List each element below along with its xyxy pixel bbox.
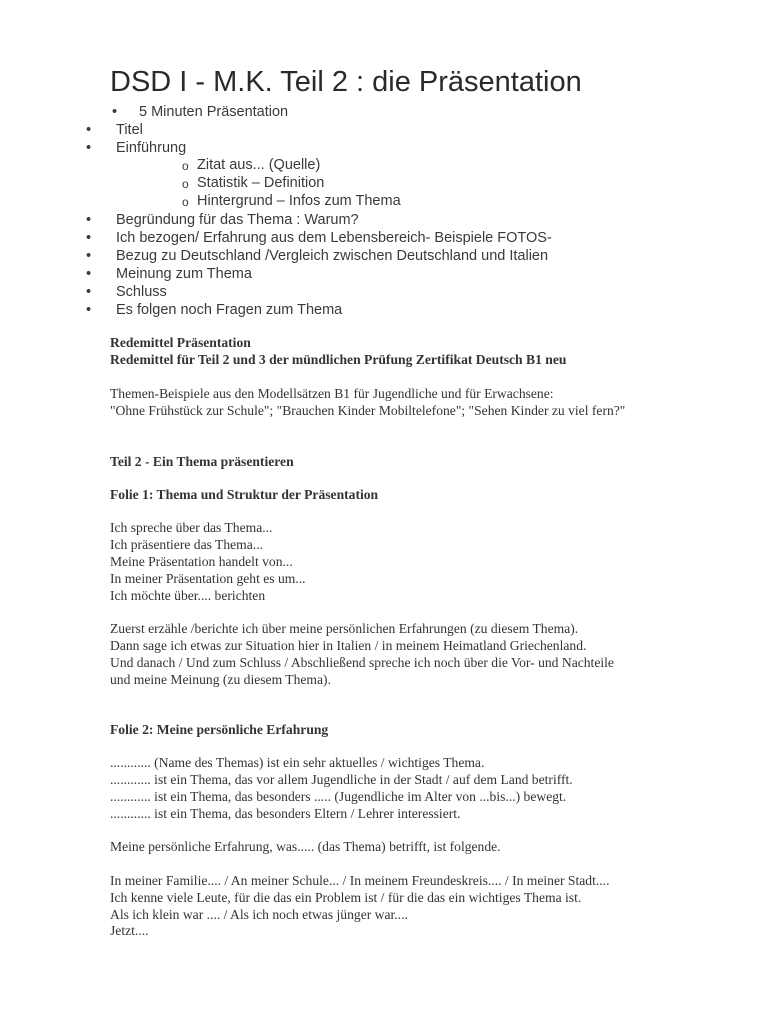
bullet-glyph: • — [86, 122, 92, 138]
outline-sub-item: Zitat aus... (Quelle) — [197, 157, 321, 173]
outline-item: Ich bezogen/ Erfahrung aus dem Lebensbereich- Beispiele FOTOS- — [116, 230, 552, 246]
outline-item: Schluss — [116, 284, 167, 300]
paragraph-line: Jetzt.... — [110, 923, 149, 938]
outline-item: Bezug zu Deutschland /Vergleich zwischen Deutschland und Italien — [116, 248, 549, 264]
sub-bullet-glyph: o — [182, 159, 189, 173]
phrase-line: ............ ist ein Thema, das vor allem Jugendliche in der Stadt / auf dem Land betrifft. — [110, 772, 573, 787]
bullet-glyph: • — [86, 140, 92, 156]
outline-item: Es folgen noch Fragen zum Thema — [116, 302, 343, 318]
phrase-line: ............ ist ein Thema, das besonders Eltern / Lehrer interessiert. — [110, 806, 461, 821]
section-heading: Redemittel für Teil 2 und 3 der mündlichen Prüfung Zertifikat Deutsch B1 neu — [110, 352, 567, 367]
outline-item: Titel — [116, 122, 143, 138]
bullet-glyph: • — [86, 212, 92, 228]
paragraph-line: und meine Meinung (zu diesem Thema). — [110, 672, 331, 687]
paragraph-line: Meine persönliche Erfahrung, was..... (das Thema) betrifft, ist folgende. — [110, 839, 501, 854]
sub-bullet-glyph: o — [182, 177, 189, 191]
outline-sub-item: Hintergrund – Infos zum Thema — [197, 193, 401, 209]
outline-item: Begründung für das Thema : Warum? — [116, 212, 359, 228]
bullet-glyph: • — [86, 284, 92, 300]
paragraph-line: Und danach / Und zum Schluss / Abschließend spreche ich noch über die Vor- und Nachteile — [110, 655, 614, 670]
bullet-glyph: • — [86, 266, 92, 282]
phrase-line: Ich möchte über.... berichten — [110, 588, 266, 603]
outline-item: Meinung zum Thema — [116, 266, 252, 282]
phrase-line: In meiner Präsentation geht es um... — [110, 571, 306, 586]
paragraph-line: Dann sage ich etwas zur Situation hier in Italien / in meinem Heimatland Griechenland. — [110, 638, 587, 653]
paragraph-line: In meiner Familie.... / An meiner Schule... / In meinem Freundeskreis.... / In meiner Stadt.... — [110, 873, 610, 888]
paragraph-line: Zuerst erzähle /berichte ich über meine persönlichen Erfahrungen (zu diesem Thema). — [110, 621, 579, 636]
section-heading: Redemittel Präsentation — [110, 335, 251, 350]
paragraph-line: Ich kenne viele Leute, für die das ein Problem ist / für die das ein wichtiges Thema ist. — [110, 890, 582, 905]
paragraph-line: Themen-Beispiele aus den Modellsätzen B1 für Jugendliche und für Erwachsene: — [110, 386, 554, 401]
bullet-glyph: • — [86, 302, 92, 318]
section-heading: Folie 1: Thema und Struktur der Präsentation — [110, 487, 379, 502]
bullet-glyph: • — [86, 248, 92, 264]
section-heading: Folie 2: Meine persönliche Erfahrung — [110, 722, 329, 737]
bullet-glyph: • — [112, 104, 118, 120]
section-heading: Teil 2 - Ein Thema präsentieren — [110, 454, 294, 469]
outline-intro-item: 5 Minuten Präsentation — [139, 104, 289, 120]
phrase-line: Ich spreche über das Thema... — [110, 520, 273, 535]
bullet-glyph: • — [86, 230, 92, 246]
outline-item: Einführung — [116, 140, 187, 156]
phrase-line: ............ ist ein Thema, das besonders ..... (Jugendliche im Alter von ...bis...) bewegt. — [110, 789, 567, 804]
paragraph-line: Als ich klein war .... / Als ich noch etwas jünger war.... — [110, 907, 408, 922]
outline-sub-item: Statistik – Definition — [197, 175, 325, 191]
phrase-line: ............ (Name des Themas) ist ein sehr aktuelles / wichtiges Thema. — [110, 755, 485, 770]
phrase-line: Meine Präsentation handelt von... — [110, 554, 293, 569]
paragraph-line: "Ohne Frühstück zur Schule"; "Brauchen Kinder Mobiltelefone"; "Sehen Kinder zu viel fern?" — [110, 403, 626, 418]
sub-bullet-glyph: o — [182, 195, 189, 209]
phrase-line: Ich präsentiere das Thema... — [110, 537, 263, 552]
page-title: DSD I - M.K. Teil 2 : die Präsentation — [110, 66, 582, 98]
